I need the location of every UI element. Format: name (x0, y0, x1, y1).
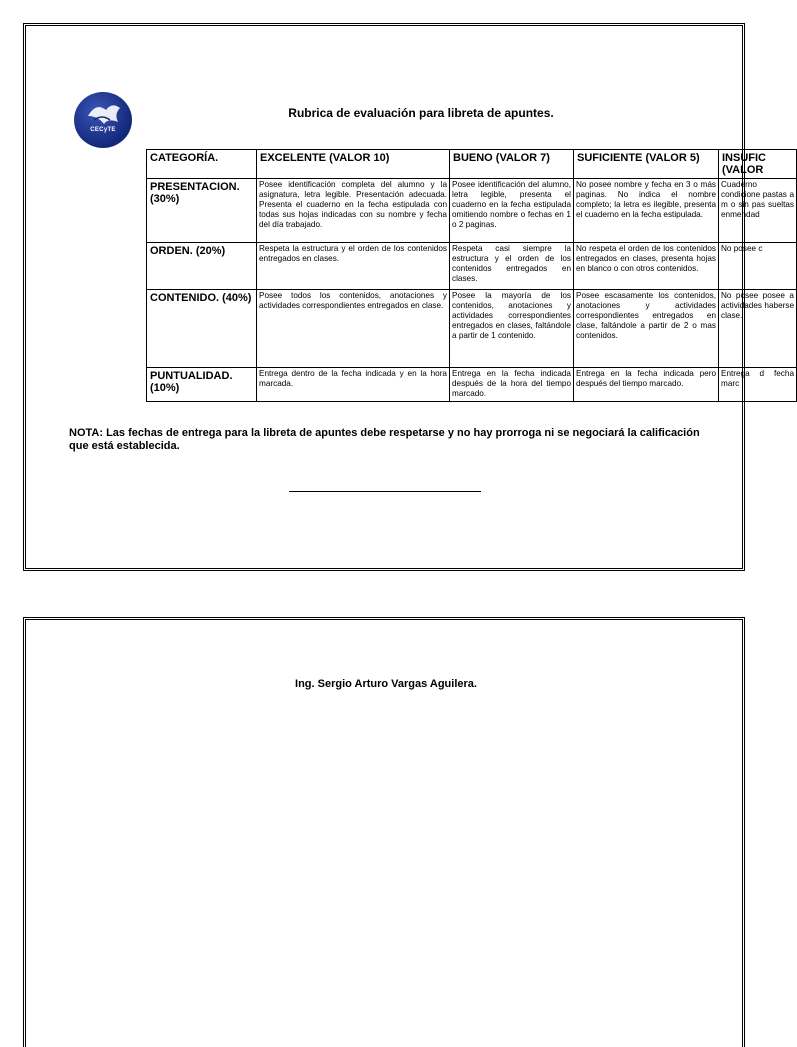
header-excelente: EXCELENTE (VALOR 10) (257, 150, 450, 179)
table-row (147, 243, 797, 290)
cell-excelente: Posee identificación completa del alumno y la asignatura, letra legible. Presentación adecuada. Presenta el cuaderno en la fecha estipulada con todas sus hojas indicadas con su nombre y fecha del día trabajado. (257, 179, 450, 243)
document-title: Rubrica de evaluación para libreta de apuntes. (288, 106, 554, 120)
table-row (147, 290, 797, 368)
header-insuficiente: INSUFIC (VALOR (719, 150, 797, 179)
header-bueno: BUENO (VALOR 7) (450, 150, 574, 179)
header-categoria: CATEGORÍA. (147, 150, 257, 179)
row-category: ORDEN. (20%) (147, 243, 257, 290)
logo-text: CECyTE (90, 127, 116, 133)
document-page-2 (23, 617, 745, 1047)
cell-suficiente: No posee nombre y fecha en 3 o más paginas. No indica el nombre completo; la letra es ilegible, presenta el cuaderno en la fecha estipulada. (574, 179, 719, 243)
row-category: PRESENTACION. (30%) (147, 179, 257, 243)
cell-bueno: Posee la mayoría de los contenidos, anotaciones y actividades correspondientes entregados en clases, faltándole a partir de 1 contenido. (450, 290, 574, 368)
cell-insuficiente: No posee posee a actividades haberse clase. (719, 290, 797, 368)
row-category: PUNTUALIDAD. (10%) (147, 368, 257, 402)
cell-suficiente: No respeta el orden de los contenidos entregados en clases, presenta hojas en blanco o con otros contenidos. (574, 243, 719, 290)
signature-line (289, 491, 481, 492)
cell-insuficiente: Cuaderno condicione pastas a m o sin pas sueltas enmendad (719, 179, 797, 243)
note-text: NOTA: Las fechas de entrega para la libreta de apuntes debe respetarse y no hay prorroga ni se negociará la calificación que está establecida. (69, 427, 700, 452)
table-row (147, 368, 797, 402)
signer-name: Ing. Sergio Arturo Vargas Aguilera. (295, 678, 477, 690)
cell-insuficiente: Entrega d fecha marc (719, 368, 797, 402)
cell-bueno: Posee identificación del alumno, letra legible, presenta el cuaderno en la fecha estipulada omitiendo nombre o fechas en 1 o 2 paginas. (450, 179, 574, 243)
rubric-header-row (147, 150, 797, 179)
cell-suficiente: Posee escasamente los contenidos, anotaciones y actividades correspondientes entregados en clase, faltándole a partir de 2 o mas contenidos. (574, 290, 719, 368)
cell-suficiente: Entrega en la fecha indicada pero después del tiempo marcado. (574, 368, 719, 402)
table-row (147, 179, 797, 243)
logo-emblem-icon (74, 92, 132, 148)
cell-excelente: Respeta la estructura y el orden de los contenidos entregados en clases. (257, 243, 450, 290)
row-category: CONTENIDO. (40%) (147, 290, 257, 368)
cell-bueno: Entrega en la fecha indicada después de la hora del tiempo marcado. (450, 368, 574, 402)
cell-insuficiente: No posee c (719, 243, 797, 290)
cell-excelente: Entrega dentro de la fecha indicada y en la hora marcada. (257, 368, 450, 402)
cell-excelente: Posee todos los contenidos, anotaciones y actividades correspondientes entregados en clase. (257, 290, 450, 368)
document-page-1 (23, 23, 794, 571)
cecyte-logo (74, 92, 132, 148)
rubric-table (146, 149, 797, 402)
cell-bueno: Respeta casi siempre la estructura y el orden de los contenidos entregados en clases. (450, 243, 574, 290)
header-suficiente: SUFICIENTE (VALOR 5) (574, 150, 719, 179)
